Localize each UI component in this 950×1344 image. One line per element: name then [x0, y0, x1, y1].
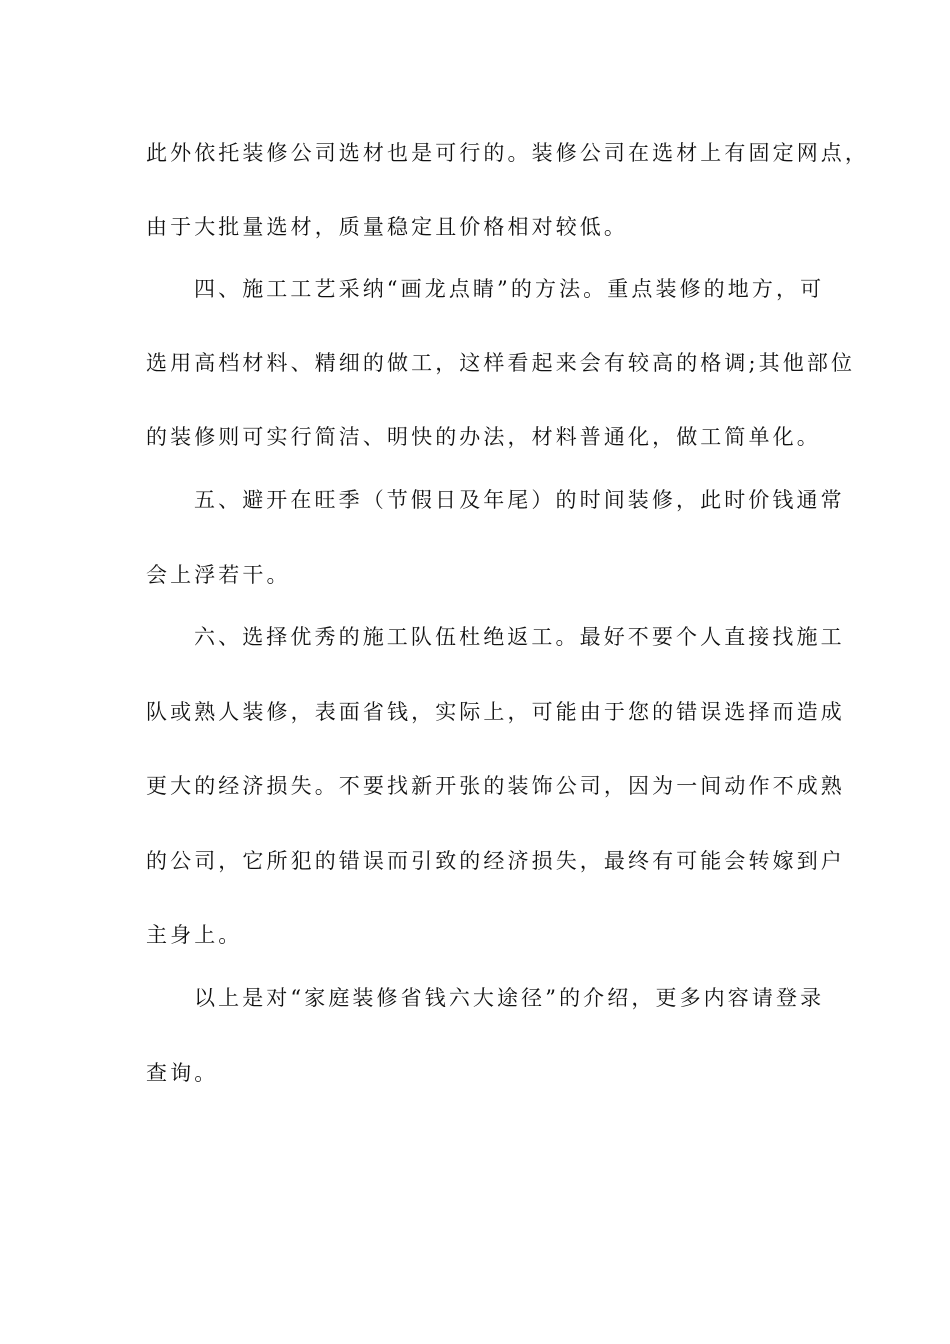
paragraph-4-line-3: 更大的经济损失。不要找新开张的装饰公司，因为一间动作不成熟: [146, 774, 845, 798]
paragraph-5-line-2: 查询。: [146, 1061, 219, 1085]
paragraph-4-line-2: 队或熟人装修，表面省钱，实际上，可能由于您的错误选择而造成: [146, 700, 845, 724]
paragraph-5-line-1: 以上是对“家庭装修省钱六大途径”的介绍，更多内容请登录: [194, 986, 825, 1010]
paragraph-1-line-1: 此外依托装修公司选材也是可行的。装修公司在选材上有固定网点，: [146, 141, 869, 165]
paragraph-3-line-2: 会上浮若干。: [146, 563, 291, 587]
paragraph-2-line-2: 选用高档材料、精细的做工，这样看起来会有较高的格调;其他部位: [146, 351, 856, 375]
paragraph-4-line-5: 主身上。: [146, 923, 243, 947]
paragraph-1-line-2: 由于大批量选材，质量稳定且价格相对较低。: [146, 215, 628, 239]
paragraph-3-line-1: 五、避开在旺季（节假日及年尾）的时间装修，此时价钱通常: [194, 488, 845, 512]
paragraph-4-line-1: 六、选择优秀的施工队伍杜绝返工。最好不要个人直接找施工: [194, 625, 845, 649]
paragraph-2-line-3: 的装修则可实行简洁、明快的办法，材料普通化，做工简单化。: [146, 425, 821, 449]
paragraph-4-line-4: 的公司，它所犯的错误而引致的经济损失，最终有可能会转嫁到户: [146, 849, 845, 873]
paragraph-2-line-1: 四、施工工艺采纳“画龙点睛”的方法。重点装修的地方，可: [194, 277, 825, 301]
